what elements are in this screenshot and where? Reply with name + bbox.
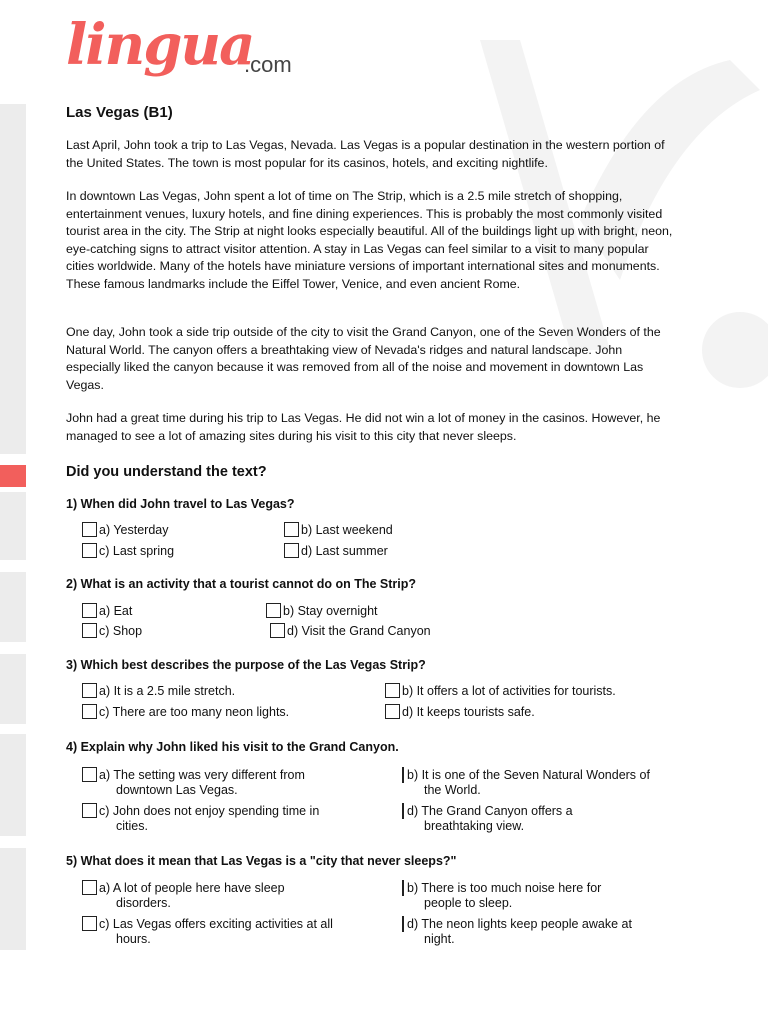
side-bar-accent bbox=[0, 465, 26, 487]
option-d[interactable] bbox=[402, 917, 632, 946]
option-c[interactable] bbox=[82, 917, 333, 946]
option-label: b) There is too much noise here for bbox=[407, 881, 602, 895]
option-label: d) The Grand Canyon offers a bbox=[407, 804, 573, 818]
option-label: d) Last summer bbox=[301, 544, 388, 558]
option-b[interactable] bbox=[402, 881, 601, 910]
paragraph-4: John had a great time during his trip to Las Vegas. He did not win a lot of money in the casinos. However, he managed to see a lot of amazing sites during his visit to this city that never sleeps. bbox=[66, 411, 661, 443]
option-d[interactable] bbox=[284, 544, 388, 559]
checkbox-icon[interactable] bbox=[82, 880, 97, 895]
option-a[interactable] bbox=[82, 604, 132, 619]
checkbox-icon[interactable] bbox=[82, 683, 97, 698]
option-label: b) Stay overnight bbox=[283, 604, 378, 618]
option-c[interactable] bbox=[82, 804, 319, 833]
option-label: a) A lot of people here have sleep bbox=[99, 881, 285, 895]
checkbox-edge-icon[interactable] bbox=[402, 880, 404, 896]
checkbox-edge-icon[interactable] bbox=[402, 916, 404, 932]
checkbox-icon[interactable] bbox=[82, 767, 97, 782]
option-label-cont: the World. bbox=[424, 782, 481, 797]
question-text: 5) What does it mean that Las Vegas is a "city that never sleeps?" bbox=[66, 854, 457, 868]
checkbox-edge-icon[interactable] bbox=[402, 767, 404, 783]
option-c[interactable] bbox=[82, 705, 289, 720]
option-a[interactable] bbox=[82, 523, 169, 538]
checkbox-icon[interactable] bbox=[82, 916, 97, 931]
logo-word: lingua bbox=[66, 12, 254, 78]
option-d[interactable] bbox=[385, 705, 535, 720]
option-a[interactable] bbox=[82, 881, 285, 910]
option-label: a) The setting was very different from bbox=[99, 768, 305, 782]
option-label: b) It is one of the Seven Natural Wonders of bbox=[407, 768, 650, 782]
option-label-cont: breathtaking view. bbox=[424, 818, 525, 833]
option-b[interactable] bbox=[266, 604, 378, 619]
option-label-cont: night. bbox=[424, 931, 455, 946]
option-label: a) Eat bbox=[99, 604, 133, 618]
checkbox-icon[interactable] bbox=[385, 683, 400, 698]
checkbox-icon[interactable] bbox=[82, 704, 97, 719]
option-b[interactable] bbox=[284, 523, 393, 538]
side-bar bbox=[0, 104, 26, 454]
option-d[interactable] bbox=[270, 624, 431, 639]
option-label: d) Visit the Grand Canyon bbox=[287, 624, 431, 638]
option-c[interactable] bbox=[82, 624, 142, 639]
option-a[interactable] bbox=[82, 768, 305, 797]
checkbox-icon[interactable] bbox=[82, 803, 97, 818]
option-label: c) John does not enjoy spending time in bbox=[99, 804, 320, 818]
option-label: d) It keeps tourists safe. bbox=[402, 705, 535, 719]
checkbox-icon[interactable] bbox=[385, 704, 400, 719]
option-a[interactable] bbox=[82, 684, 235, 699]
option-label-cont: people to sleep. bbox=[424, 895, 513, 910]
option-d[interactable] bbox=[402, 804, 573, 833]
checkbox-edge-icon[interactable] bbox=[402, 803, 404, 819]
checkbox-icon[interactable] bbox=[284, 522, 299, 537]
side-bar bbox=[0, 572, 26, 642]
side-bar bbox=[0, 654, 26, 724]
paragraph-2: In downtown Las Vegas, John spent a lot of time on The Strip, which is a 2.5 mile stretch of shopping, entertainment venues, luxury hotels, and fine dining experiences. This is probably the most commonly visited tourist area in the city. The Strip at night looks especially beautiful. All of the buildings light up with bright, neon, eye-catching signs to attract visitor attention. A stay in Las Vegas can feel similar to a visit to many popular cities worldwide. Many of the hotels have miniature versions of important international sites and monuments. These famous landmarks include the Eiffel Tower, Venice, and even ancient Rome. bbox=[66, 189, 673, 291]
quiz-heading: Did you understand the text? bbox=[66, 464, 267, 480]
checkbox-icon[interactable] bbox=[82, 623, 97, 638]
option-label: c) Shop bbox=[99, 624, 143, 638]
option-label: d) The neon lights keep people awake at bbox=[407, 917, 632, 931]
option-label: a) It is a 2.5 mile stretch. bbox=[99, 684, 236, 698]
side-bar bbox=[0, 848, 26, 950]
option-label: c) Las Vegas offers exciting activities at all bbox=[99, 917, 333, 931]
question-text: 2) What is an activity that a tourist cannot do on The Strip? bbox=[66, 577, 417, 591]
side-bar bbox=[0, 734, 26, 836]
side-bar bbox=[0, 492, 26, 560]
option-label: a) Yesterday bbox=[99, 523, 169, 537]
option-label: b) Last weekend bbox=[301, 523, 393, 537]
question-text: 4) Explain why John liked his visit to the Grand Canyon. bbox=[66, 740, 399, 754]
side-margin-bars bbox=[0, 0, 26, 1024]
option-label: c) There are too many neon lights. bbox=[99, 705, 290, 719]
checkbox-icon[interactable] bbox=[266, 603, 281, 618]
option-label-cont: cities. bbox=[116, 818, 148, 833]
option-label-cont: hours. bbox=[116, 931, 151, 946]
checkbox-icon[interactable] bbox=[284, 543, 299, 558]
paragraph-3: One day, John took a side trip outside of the city to visit the Grand Canyon, one of the Seven Wonders of the Natural World. The canyon offers a breathtaking view of Nevada's ridges and natural landscape. John especially liked the canyon because it was removed from all of the noise and movement in downtown Las Vegas. bbox=[66, 325, 661, 392]
question-text: 3) Which best describes the purpose of the Las Vegas Strip? bbox=[66, 658, 426, 672]
option-label: c) Last spring bbox=[99, 544, 175, 558]
question-text: 1) When did John travel to Las Vegas? bbox=[66, 497, 295, 511]
checkbox-icon[interactable] bbox=[270, 623, 285, 638]
paragraph-1: Last April, John took a trip to Las Vegas, Nevada. Las Vegas is a popular destination in the western portion of the United States. The town is most popular for its casinos, hotels, and exciting nightlife. bbox=[66, 138, 665, 170]
option-label: b) It offers a lot of activities for tourists. bbox=[402, 684, 616, 698]
option-b[interactable] bbox=[385, 684, 616, 699]
checkbox-icon[interactable] bbox=[82, 603, 97, 618]
checkbox-icon[interactable] bbox=[82, 543, 97, 558]
checkbox-icon[interactable] bbox=[82, 522, 97, 537]
option-b[interactable] bbox=[402, 768, 650, 797]
option-c[interactable] bbox=[82, 544, 174, 559]
option-label-cont: disorders. bbox=[116, 895, 171, 910]
document-title: Las Vegas (B1) bbox=[66, 104, 173, 121]
option-label-cont: downtown Las Vegas. bbox=[116, 782, 238, 797]
logo-suffix: .com bbox=[244, 52, 292, 77]
